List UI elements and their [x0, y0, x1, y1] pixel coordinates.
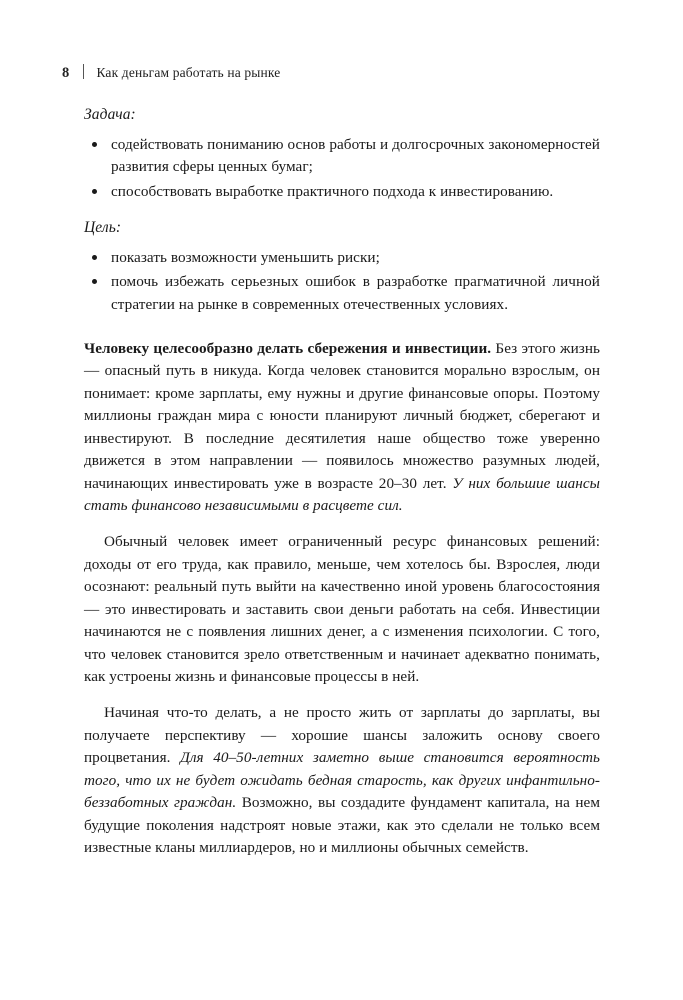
list-item: показать возможности уменьшить риски; — [84, 247, 600, 269]
paragraph-three-text-end: Возможно, вы создадите фундамент капитала, на нем будущие поколения надстроят новые этажи, как это сделали не только всем известные кланы миллиардеров, но и миллионы обычных семейств. — [84, 794, 600, 856]
list-item: способствовать выработке практичного подхода к инвестированию. — [84, 181, 600, 203]
header-divider — [83, 64, 84, 79]
paragraph-three — [84, 702, 600, 859]
page-header — [62, 62, 621, 82]
goal-label: Цель: — [84, 219, 122, 237]
list-item: помочь избежать серьезных ошибок в разработке прагматичной личной стратегии на рынке в современных отечественных условиях. — [84, 271, 600, 316]
goal-list — [84, 247, 600, 316]
paragraph-two: Обычный человек имеет ограниченный ресурс финансовых решений: доходы от его труда, как правило, меньше, чем хотелось бы. Взрослея, люди осознают: реальный путь выйти на качественно иной уровень благосостояния — это инвестировать и заставить свои деньги работать на себя. Инвестиции начинаются не с появления лишних денег, а с изменения психологии. С того, что человек становится зрело ответственным и начинает адекватно понимать, как устроены жизнь и финансовые процессы в ней. — [84, 533, 600, 685]
running-title: Как деньгам работать на рынке — [96, 65, 281, 80]
page-content — [84, 106, 600, 873]
list-item: содействовать пониманию основ работы и долгосрочных закономерностей развития сферы ценных бумаг; — [84, 134, 600, 179]
page-number: 8 — [62, 65, 70, 81]
paragraph-one-lead: Человеку целесообразно делать сбережения и инвестиции. — [84, 340, 492, 358]
task-label: Задача: — [84, 106, 136, 123]
paragraph-one — [84, 338, 600, 517]
task-list — [84, 134, 600, 203]
paragraph-three-text-start: Начиная что-то делать, а не просто жить от зарплаты до зарплаты, вы получаете перспективу — хорошие шансы заложить основу своего процветания. — [84, 704, 600, 767]
paragraph-one-text: Без этого жизнь — опасный путь в никуда. Когда человек становится морально взрослым, он понимает: кроме зарплаты, ему нужны и другие финансовые опоры. Поэтому миллионы граждан мира с юности планируют личный бюджет, сберегают и инвестируют. В последние десятилетия наше общество тоже уверенно движется в этом направлении — появилось множество разумных людей, начинающих инвестировать уже в возрасте 20–30 лет. — [84, 340, 600, 492]
paragraph-one-emphasis: У них большие шансы стать финансово независимыми в расцвете сил. — [84, 474, 601, 515]
paragraph-three-emphasis: Для 40–50-летних заметно выше становится вероятность того, что их не будет ожидать бедная старость, как других инфантильно-беззаботных граждан. — [84, 749, 600, 812]
